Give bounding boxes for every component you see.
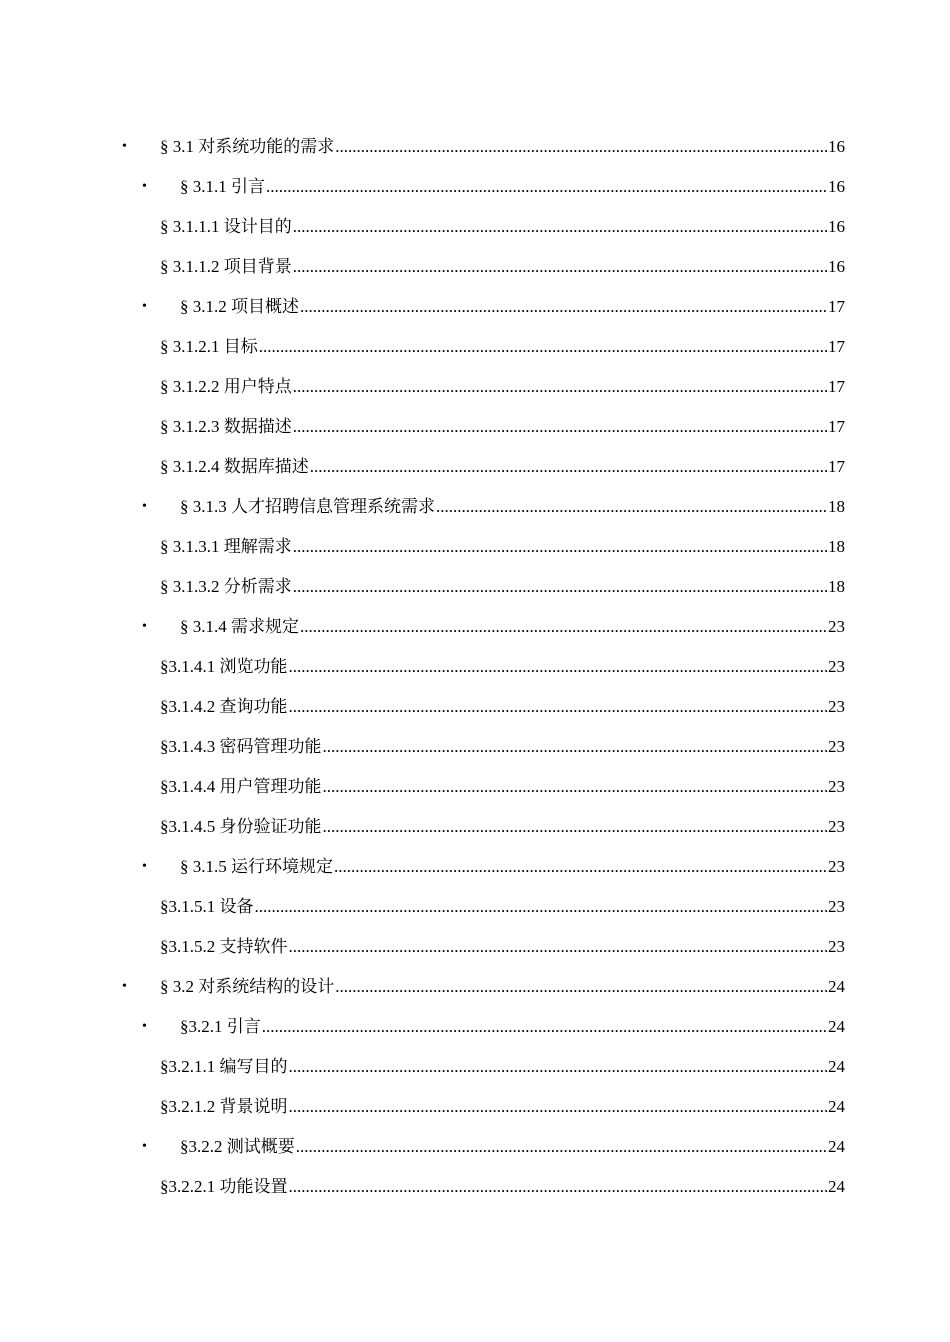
toc-entry-title: §3.1.4.2 查询功能	[160, 697, 288, 716]
toc-entry-page-number: 16	[828, 257, 845, 276]
dot-leader	[293, 367, 827, 407]
toc-entry-16[interactable]	[0, 727, 950, 767]
dot-leader	[335, 127, 827, 167]
toc-entry-9[interactable]	[0, 447, 950, 487]
toc-entry-title: §3.2.1.2 背景说明	[160, 1097, 288, 1116]
toc-entry-line	[160, 447, 845, 487]
table-of-contents	[0, 127, 950, 1207]
toc-entry-page-number: 17	[828, 297, 845, 316]
toc-entry-page-number: 23	[828, 897, 845, 916]
toc-entry-line	[160, 247, 845, 287]
toc-entry-title: § 3.1.2.2 用户特点	[160, 377, 292, 396]
toc-entry-25[interactable]	[0, 1087, 950, 1127]
toc-entry-13[interactable]	[0, 607, 950, 647]
toc-entry-line	[160, 527, 845, 567]
toc-entry-line	[160, 367, 845, 407]
dot-leader	[293, 527, 827, 567]
toc-entry-14[interactable]	[0, 647, 950, 687]
dot-leader	[289, 647, 828, 687]
toc-entry-title: § 3.1.2.1 目标	[160, 337, 258, 356]
toc-entry-line	[160, 567, 845, 607]
toc-entry-page-number: 16	[828, 137, 845, 156]
toc-entry-21[interactable]	[0, 927, 950, 967]
toc-entry-title: § 3.1.2 项目概述	[180, 297, 299, 316]
toc-entry-page-number: 24	[828, 1057, 845, 1076]
toc-entry-title: §3.1.5.1 设备	[160, 897, 254, 916]
bullet-icon: •	[142, 179, 147, 194]
toc-entry-line	[180, 1007, 845, 1047]
toc-entry-line	[180, 167, 845, 207]
toc-entry-line	[180, 487, 845, 527]
dot-leader	[296, 1127, 827, 1167]
toc-entry-page-number: 24	[828, 1097, 845, 1116]
toc-entry-19[interactable]	[0, 847, 950, 887]
dot-leader	[255, 887, 828, 927]
toc-entry-title: §3.2.2.1 功能设置	[160, 1177, 288, 1196]
toc-entry-page-number: 23	[828, 697, 845, 716]
dot-leader	[289, 687, 828, 727]
toc-entry-title: § 3.1.3 人才招聘信息管理系统需求	[180, 497, 435, 516]
toc-entry-line	[180, 847, 845, 887]
toc-entry-10[interactable]	[0, 487, 950, 527]
dot-leader	[259, 327, 827, 367]
toc-entry-line	[160, 1087, 845, 1127]
toc-entry-title: §3.1.5.2 支持软件	[160, 937, 288, 956]
toc-entry-title: § 3.1.1.2 项目背景	[160, 257, 292, 276]
toc-entry-line	[160, 647, 845, 687]
toc-entry-page-number: 24	[828, 977, 845, 996]
toc-entry-page-number: 17	[828, 377, 845, 396]
toc-entry-line	[160, 727, 845, 767]
toc-entry-12[interactable]	[0, 567, 950, 607]
toc-entry-page-number: 23	[828, 937, 845, 956]
toc-entry-title: § 3.1.3.2 分析需求	[160, 577, 292, 596]
toc-entry-title: §3.1.4.4 用户管理功能	[160, 777, 322, 796]
toc-entry-page-number: 18	[828, 497, 845, 516]
toc-entry-24[interactable]	[0, 1047, 950, 1087]
toc-entry-page-number: 24	[828, 1017, 845, 1036]
toc-entry-page-number: 23	[828, 737, 845, 756]
dot-leader	[323, 727, 828, 767]
toc-entry-title: § 3.1.2.3 数据描述	[160, 417, 292, 436]
bullet-icon: •	[142, 619, 147, 634]
toc-entry-15[interactable]	[0, 687, 950, 727]
dot-leader	[300, 287, 827, 327]
toc-entry-line	[160, 1047, 845, 1087]
toc-entry-line	[160, 327, 845, 367]
toc-entry-title: § 3.1.4 需求规定	[180, 617, 299, 636]
toc-entry-6[interactable]	[0, 327, 950, 367]
dot-leader	[293, 207, 827, 247]
dot-leader	[293, 247, 827, 287]
toc-entry-26[interactable]	[0, 1127, 950, 1167]
toc-entry-page-number: 23	[828, 657, 845, 676]
toc-entry-8[interactable]	[0, 407, 950, 447]
toc-entry-title: § 3.1.1.1 设计目的	[160, 217, 292, 236]
dot-leader	[323, 807, 828, 847]
toc-entry-title: § 3.1 对系统功能的需求	[160, 137, 335, 156]
toc-entry-title: §3.2.1.1 编写目的	[160, 1057, 288, 1076]
toc-entry-27[interactable]	[0, 1167, 950, 1207]
toc-entry-page-number: 17	[828, 457, 845, 476]
toc-entry-3[interactable]	[0, 207, 950, 247]
dot-leader	[323, 767, 828, 807]
toc-entry-23[interactable]	[0, 1007, 950, 1047]
toc-entry-line	[160, 927, 845, 967]
toc-entry-page-number: 16	[828, 217, 845, 236]
toc-entry-7[interactable]	[0, 367, 950, 407]
toc-entry-line	[160, 967, 845, 1007]
toc-entry-line	[160, 207, 845, 247]
bullet-icon: •	[142, 859, 147, 874]
toc-entry-title: § 3.2 对系统结构的设计	[160, 977, 335, 996]
toc-entry-title: § 3.1.1 引言	[180, 177, 265, 196]
dot-leader	[289, 1087, 828, 1127]
toc-entry-line	[160, 767, 845, 807]
toc-entry-17[interactable]	[0, 767, 950, 807]
toc-entry-page-number: 23	[828, 617, 845, 636]
toc-entry-page-number: 23	[828, 817, 845, 836]
dot-leader	[289, 927, 828, 967]
dot-leader	[300, 607, 827, 647]
bullet-icon: •	[142, 1139, 147, 1154]
toc-entry-1[interactable]	[0, 127, 950, 167]
dot-leader	[289, 1047, 828, 1087]
toc-entry-line	[180, 287, 845, 327]
toc-entry-page-number: 17	[828, 337, 845, 356]
dot-leader	[289, 1167, 828, 1207]
toc-entry-line	[180, 607, 845, 647]
toc-entry-title: §3.1.4.1 浏览功能	[160, 657, 288, 676]
dot-leader	[266, 167, 827, 207]
bullet-icon: •	[142, 1019, 147, 1034]
dot-leader	[335, 967, 827, 1007]
toc-entry-page-number: 24	[828, 1137, 845, 1156]
toc-entry-line	[160, 127, 845, 167]
toc-entry-title: §3.2.2 测试概要	[180, 1137, 295, 1156]
toc-entry-20[interactable]	[0, 887, 950, 927]
toc-entry-line	[160, 807, 845, 847]
toc-entry-line	[160, 407, 845, 447]
dot-leader	[262, 1007, 827, 1047]
toc-entry-title: §3.1.4.5 身份验证功能	[160, 817, 322, 836]
toc-entry-line	[160, 687, 845, 727]
bullet-icon: •	[142, 299, 147, 314]
toc-entry-page-number: 24	[828, 1177, 845, 1196]
toc-entry-11[interactable]	[0, 527, 950, 567]
toc-entry-title: § 3.1.5 运行环境规定	[180, 857, 333, 876]
toc-entry-line	[160, 1167, 845, 1207]
toc-entry-page-number: 16	[828, 177, 845, 196]
toc-entry-page-number: 17	[828, 417, 845, 436]
dot-leader	[334, 847, 827, 887]
toc-entry-title: § 3.1.2.4 数据库描述	[160, 457, 309, 476]
toc-entry-page-number: 18	[828, 577, 845, 596]
toc-entry-page-number: 23	[828, 777, 845, 796]
dot-leader	[310, 447, 827, 487]
dot-leader	[293, 407, 827, 447]
toc-entry-title: § 3.1.3.1 理解需求	[160, 537, 292, 556]
toc-entry-page-number: 18	[828, 537, 845, 556]
toc-entry-2[interactable]	[0, 167, 950, 207]
toc-entry-page-number: 23	[828, 857, 845, 876]
toc-entry-title: §3.1.4.3 密码管理功能	[160, 737, 322, 756]
toc-entry-line	[180, 1127, 845, 1167]
dot-leader	[436, 487, 827, 527]
bullet-icon: •	[122, 139, 127, 154]
toc-entry-title: §3.2.1 引言	[180, 1017, 261, 1036]
toc-entry-22[interactable]	[0, 967, 950, 1007]
dot-leader	[293, 567, 827, 607]
bullet-icon: •	[142, 499, 147, 514]
toc-entry-18[interactable]	[0, 807, 950, 847]
toc-entry-5[interactable]	[0, 287, 950, 327]
toc-entry-line	[160, 887, 845, 927]
bullet-icon: •	[122, 979, 127, 994]
toc-entry-4[interactable]	[0, 247, 950, 287]
